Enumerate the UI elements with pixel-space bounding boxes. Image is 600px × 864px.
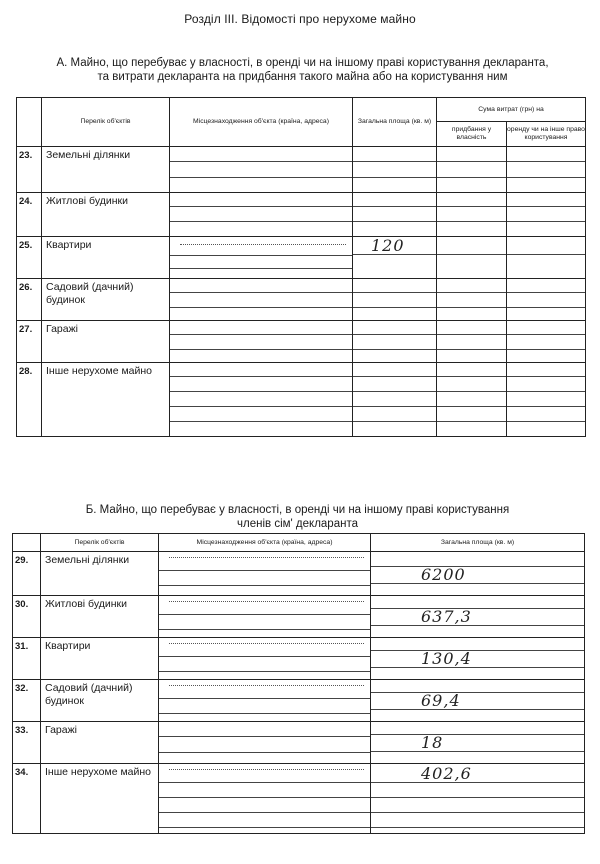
part-a-col-purchase: придбання у власність <box>437 122 507 147</box>
rent-cell <box>507 363 586 437</box>
location-cell <box>170 321 353 363</box>
purchase-cell <box>437 237 507 279</box>
part-b-table <box>12 533 585 834</box>
part-b-header-num <box>13 534 41 552</box>
area-cell <box>353 363 437 437</box>
rent-cell <box>507 237 586 279</box>
rent-cell <box>507 279 586 321</box>
purchase-cell <box>437 363 507 437</box>
area-value-handwritten: 130,4 <box>421 649 472 668</box>
table-row <box>17 237 586 279</box>
object-name: Інше нерухоме майно <box>42 363 170 437</box>
rent-cell <box>507 147 586 193</box>
area-value-handwritten: 18 <box>421 733 444 752</box>
area-value-handwritten: 402,6 <box>421 764 472 783</box>
area-value-handwritten: 69,4 <box>421 691 461 710</box>
table-row <box>13 596 585 638</box>
object-name: Земельні ділянки <box>41 552 159 596</box>
row-number: 34. <box>13 764 41 834</box>
object-name: Гаражі <box>41 722 159 764</box>
location-cell <box>159 552 371 596</box>
area-cell <box>371 680 585 722</box>
row-number: 24. <box>17 193 42 237</box>
purchase-cell <box>437 147 507 193</box>
table-row <box>13 764 585 834</box>
part-b-heading-line1: Б. Майно, що перебуває у власності, в оренді чи на іншому праві користування <box>85 504 510 516</box>
row-number: 32. <box>13 680 41 722</box>
table-row <box>13 680 585 722</box>
location-cell <box>159 596 371 638</box>
location-cell <box>170 237 353 279</box>
area-cell <box>371 722 585 764</box>
part-a-col-expenses: Сума витрат (грн) на <box>437 98 586 122</box>
table-row <box>13 722 585 764</box>
row-number: 29. <box>13 552 41 596</box>
table-row <box>17 363 586 437</box>
purchase-cell <box>437 321 507 363</box>
location-cell <box>159 680 371 722</box>
row-number: 23. <box>17 147 42 193</box>
row-number: 33. <box>13 722 41 764</box>
part-b-col-area: Загальна площа (кв. м) <box>371 534 585 552</box>
location-cell <box>159 638 371 680</box>
area-value-handwritten: 6200 <box>421 565 466 584</box>
location-cell <box>170 363 353 437</box>
area-cell <box>353 321 437 363</box>
part-a-heading-line2: та витрати декларанта на придбання такого майна або на користування ним <box>97 71 508 83</box>
area-value-handwritten: 120 <box>371 236 405 255</box>
row-number: 28. <box>17 363 42 437</box>
row-number: 25. <box>17 237 42 279</box>
area-cell <box>371 764 585 834</box>
location-cell <box>159 764 371 834</box>
part-b-col-location: Місцезнаходження об'єкта (країна, адреса) <box>159 534 371 552</box>
table-row <box>17 321 586 363</box>
row-number: 30. <box>13 596 41 638</box>
area-value-handwritten: 637,3 <box>421 607 472 626</box>
part-a-header-num <box>17 98 42 147</box>
object-name: Гаражі <box>42 321 170 363</box>
object-name: Житлові будинки <box>42 193 170 237</box>
area-cell <box>353 237 437 279</box>
object-name: Квартири <box>41 638 159 680</box>
area-cell <box>371 638 585 680</box>
object-name: Садовий (дачний) будинок <box>42 279 170 321</box>
table-row <box>17 193 586 237</box>
table-row <box>13 552 585 596</box>
area-cell <box>371 552 585 596</box>
part-a-heading-line1: А. Майно, що перебуває у власності, в оренді чи на іншому праві користування декларанта, <box>56 57 549 69</box>
object-name: Квартири <box>42 237 170 279</box>
area-cell <box>353 147 437 193</box>
part-a-table <box>16 97 586 437</box>
rent-cell <box>507 321 586 363</box>
area-cell <box>353 193 437 237</box>
part-a-col-rent: оренду чи на інше право користування <box>507 122 586 147</box>
row-number: 26. <box>17 279 42 321</box>
location-cell <box>159 722 371 764</box>
part-a-col-area: Загальна площа (кв. м) <box>353 98 437 147</box>
part-b-col-objects: Перелік об'єктів <box>41 534 159 552</box>
location-cell <box>170 147 353 193</box>
purchase-cell <box>437 193 507 237</box>
section-title: Розділ ІІІ. Відомості про нерухоме майно <box>184 12 416 26</box>
part-b-heading-line2: членів сім' декларанта <box>237 518 358 530</box>
part-a-col-objects: Перелік об'єктів <box>42 98 170 147</box>
row-number: 31. <box>13 638 41 680</box>
object-name: Інше нерухоме майно <box>41 764 159 834</box>
table-row <box>13 638 585 680</box>
area-cell <box>353 279 437 321</box>
table-row <box>17 147 586 193</box>
rent-cell <box>507 193 586 237</box>
location-cell <box>170 279 353 321</box>
row-number: 27. <box>17 321 42 363</box>
object-name: Садовий (дачний) будинок <box>41 680 159 722</box>
object-name: Житлові будинки <box>41 596 159 638</box>
purchase-cell <box>437 279 507 321</box>
object-name: Земельні ділянки <box>42 147 170 193</box>
area-cell <box>371 596 585 638</box>
table-row <box>17 279 586 321</box>
location-cell <box>170 193 353 237</box>
part-a-col-location: Місцезнаходження об'єкта (країна, адреса) <box>170 98 353 147</box>
